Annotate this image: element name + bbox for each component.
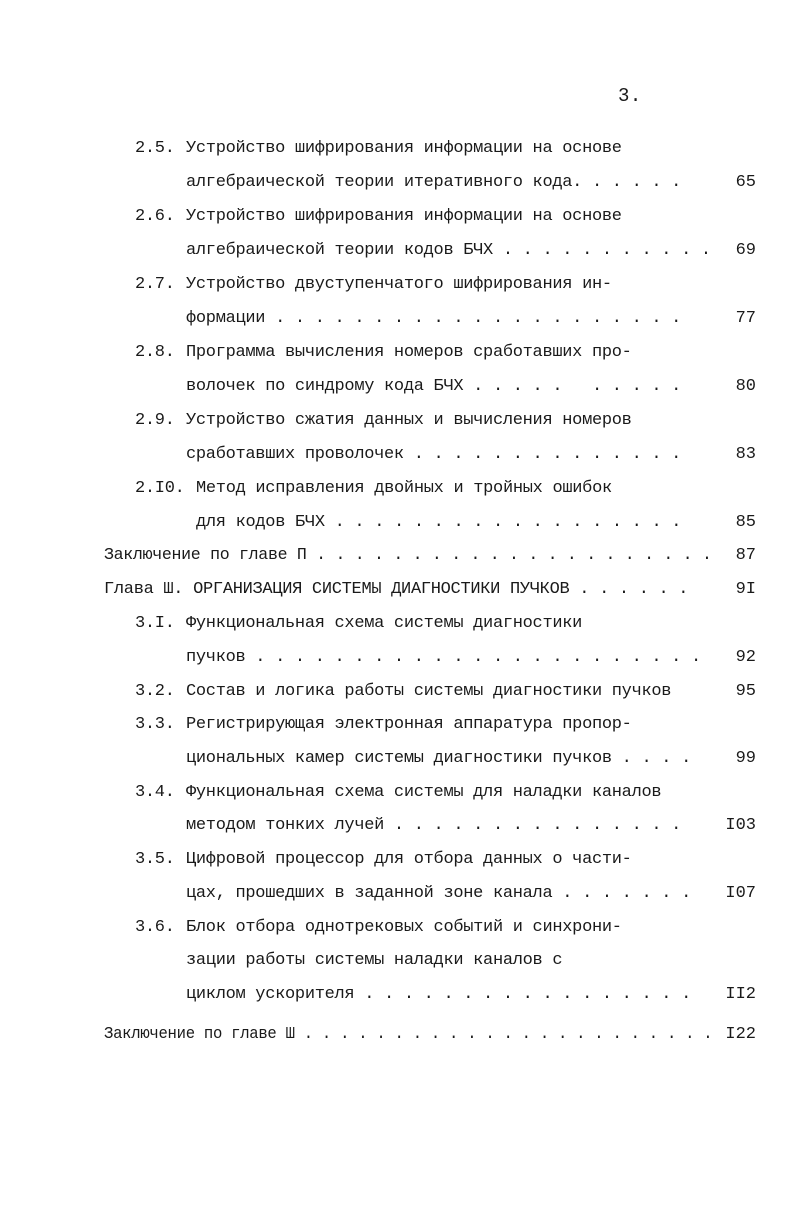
entry-title-line: Блок отбора однотрековых событий и синхрони- — [186, 918, 622, 937]
entry-title-line: циональных камер системы диагностики пучков . . . . — [186, 749, 691, 768]
page-ref: 65 — [735, 173, 756, 192]
section-number: 3.5. — [135, 850, 175, 869]
entry-title-line: формации . . . . . . . . . . . . . . . . . . . . . — [186, 309, 682, 328]
section-number: 2.9. — [135, 411, 175, 430]
page-ref: 95 — [735, 682, 756, 701]
entry-title-line: пучков . . . . . . . . . . . . . . . . . . . . . . . — [186, 648, 701, 667]
section-number: 3.I. — [135, 614, 175, 633]
page-ref: 80 — [735, 377, 756, 396]
page-ref: 92 — [735, 648, 756, 667]
page-ref: I07 — [725, 884, 756, 903]
chapter-heading: Глава Ш. ОРГАНИЗАЦИЯ СИСТЕМЫ ДИАГНОСТИКИ ПУЧКОВ . . . . . . — [104, 580, 689, 599]
entry-title-line: сработавших проволочек . . . . . . . . . . . . . . — [186, 445, 682, 464]
section-number: 2.I0. — [135, 479, 185, 498]
entry-title-line: Заключение по главе Ш . . . . . . . . . . . . . . . . . . . . . . . — [104, 1025, 713, 1044]
page-number: 3. — [618, 85, 642, 107]
entry-title-line: Устройство сжатия данных и вычисления номеров — [186, 411, 632, 430]
entry-title-line: для кодов БЧХ . . . . . . . . . . . . . . . . . . — [196, 513, 682, 532]
entry-title-line: алгебраической теории итеративного кода. . . . . . — [186, 173, 682, 192]
entry-title-line: методом тонких лучей . . . . . . . . . . . . . . . — [186, 816, 682, 835]
entry-title-line: алгебраической теории кодов БЧХ . . . . . . . . . . . — [186, 241, 711, 260]
section-number: 2.7. — [135, 275, 175, 294]
section-number: 3.4. — [135, 783, 175, 802]
entry-title-line: Устройство шифрирования информации на основе — [186, 207, 622, 226]
page-ref: 85 — [735, 513, 756, 532]
section-number: 3.2. — [135, 682, 175, 701]
section-number: 3.6. — [135, 918, 175, 937]
entry-title-line: Функциональная схема системы диагностики — [186, 614, 583, 633]
section-number: 2.5. — [135, 139, 175, 158]
entry-title-line: Программа вычисления номеров сработавших про- — [186, 343, 632, 362]
entry-title-line: Метод исправления двойных и тройных ошибок — [196, 479, 612, 498]
entry-title-line: цах, прошедших в заданной зоне канала . . . . . . . — [186, 884, 691, 903]
entry-title-line: Регистрирующая электронная аппаратура пропор- — [186, 715, 632, 734]
entry-title-line: Устройство шифрирования информации на основе — [186, 139, 622, 158]
entry-title-line: волочек по синдрому кода БЧХ . . . . . . . . . . — [186, 377, 682, 396]
page-ref: 87 — [735, 546, 756, 565]
page-ref: 99 — [735, 749, 756, 768]
entry-title-line: Заключение по главе П . . . . . . . . . . . . . . . . . . . . . — [104, 546, 712, 565]
page-ref: 69 — [735, 241, 756, 260]
page-ref: I03 — [725, 816, 756, 835]
section-number: 2.8. — [135, 343, 175, 362]
page-ref: 83 — [735, 445, 756, 464]
page-ref: 77 — [735, 309, 756, 328]
entry-title-line: Устройство двуступенчатого шифрирования ин- — [186, 275, 612, 294]
section-number: 2.6. — [135, 207, 175, 226]
entry-title-line: циклом ускорителя . . . . . . . . . . . . . . . . . — [186, 985, 691, 1004]
entry-title-line: зации работы системы наладки каналов с — [186, 951, 563, 970]
page-ref: I22 — [725, 1025, 756, 1044]
section-number: 3.3. — [135, 715, 175, 734]
entry-title-line: Цифровой процессор для отбора данных о части- — [186, 850, 632, 869]
entry-title-line: Функциональная схема системы для наладки каналов — [186, 783, 662, 802]
page-ref: 9I — [735, 580, 756, 599]
entry-title-line: Состав и логика работы системы диагностики пучков — [186, 682, 672, 701]
page-ref: II2 — [725, 985, 756, 1004]
